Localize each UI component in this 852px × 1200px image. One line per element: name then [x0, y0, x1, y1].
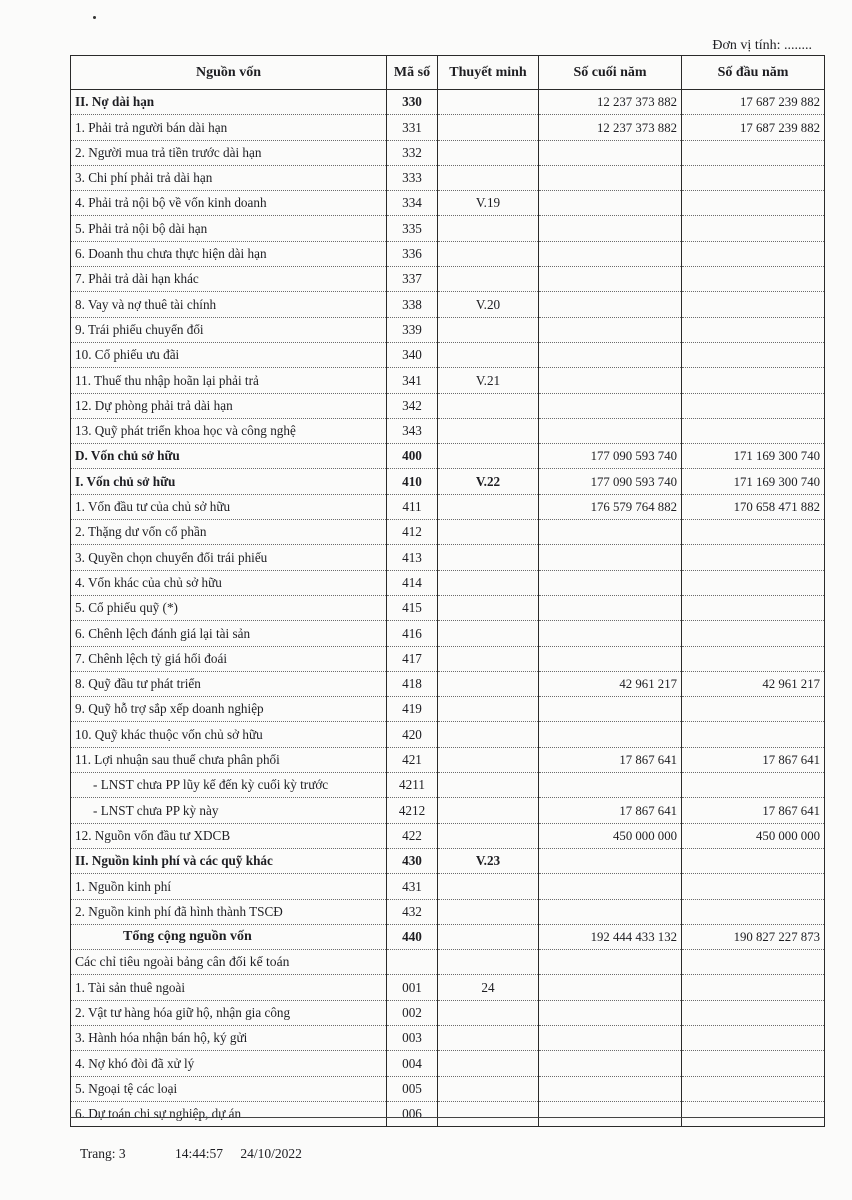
row-note	[438, 747, 539, 772]
row-label: 4. Vốn khác của chủ sở hữu	[71, 570, 387, 595]
row-start-year-value	[682, 520, 825, 545]
row-code: 005	[387, 1076, 438, 1101]
row-end-year-value	[539, 267, 682, 292]
row-end-year-value	[539, 317, 682, 342]
table-header-row	[71, 56, 825, 90]
row-code: 339	[387, 317, 438, 342]
row-code: 440	[387, 924, 438, 949]
row-end-year-value: 42 961 217	[539, 671, 682, 696]
row-end-year-value	[539, 950, 682, 975]
row-note	[438, 165, 539, 190]
table-row	[71, 545, 825, 570]
row-label: 10. Quỹ khác thuộc vốn chủ sở hữu	[71, 722, 387, 747]
row-label: Tổng cộng nguồn vốn	[71, 924, 387, 949]
row-end-year-value	[539, 975, 682, 1000]
row-note	[438, 393, 539, 418]
row-end-year-value: 192 444 433 132	[539, 924, 682, 949]
row-end-year-value	[539, 773, 682, 798]
row-start-year-value: 171 169 300 740	[682, 444, 825, 469]
row-end-year-value: 450 000 000	[539, 823, 682, 848]
row-label: 13. Quỹ phát triển khoa học và công nghệ	[71, 418, 387, 443]
row-label: 12. Nguồn vốn đầu tư XDCB	[71, 823, 387, 848]
row-code: 332	[387, 140, 438, 165]
header-source: Nguồn vốn	[71, 56, 387, 90]
row-start-year-value	[682, 140, 825, 165]
row-end-year-value	[539, 1076, 682, 1101]
row-note: V.23	[438, 848, 539, 873]
row-code: 412	[387, 520, 438, 545]
row-note	[438, 773, 539, 798]
row-code: 413	[387, 545, 438, 570]
row-start-year-value	[682, 216, 825, 241]
row-start-year-value	[682, 773, 825, 798]
row-note	[438, 317, 539, 342]
row-note	[438, 520, 539, 545]
row-start-year-value: 170 658 471 882	[682, 494, 825, 519]
row-end-year-value	[539, 342, 682, 367]
table-row	[71, 950, 825, 975]
row-start-year-value	[682, 292, 825, 317]
row-end-year-value	[539, 570, 682, 595]
row-start-year-value	[682, 722, 825, 747]
row-start-year-value: 17 687 239 882	[682, 115, 825, 140]
row-note	[438, 646, 539, 671]
row-start-year-value: 450 000 000	[682, 823, 825, 848]
table-row	[71, 621, 825, 646]
row-start-year-value	[682, 1076, 825, 1101]
row-code: 342	[387, 393, 438, 418]
table-row	[71, 924, 825, 949]
table-row	[71, 570, 825, 595]
row-end-year-value	[539, 1051, 682, 1076]
row-note	[438, 722, 539, 747]
row-label: 9. Quỹ hỗ trợ sắp xếp doanh nghiệp	[71, 697, 387, 722]
row-note	[438, 1000, 539, 1025]
row-code: 004	[387, 1051, 438, 1076]
row-label: 5. Cổ phiếu quỹ (*)	[71, 595, 387, 620]
row-start-year-value	[682, 1051, 825, 1076]
row-note	[438, 90, 539, 115]
row-code: 430	[387, 848, 438, 873]
row-code: 343	[387, 418, 438, 443]
row-code: 432	[387, 899, 438, 924]
row-end-year-value	[539, 418, 682, 443]
row-end-year-value: 17 867 641	[539, 747, 682, 772]
row-end-year-value	[539, 520, 682, 545]
row-end-year-value	[539, 595, 682, 620]
row-note	[438, 115, 539, 140]
row-label: 9. Trái phiếu chuyển đổi	[71, 317, 387, 342]
row-label: 3. Quyền chọn chuyển đổi trái phiếu	[71, 545, 387, 570]
row-code: 416	[387, 621, 438, 646]
row-label: 2. Người mua trả tiền trước dài hạn	[71, 140, 387, 165]
unit-label: Đơn vị tính: ........	[712, 38, 812, 53]
row-start-year-value: 171 169 300 740	[682, 469, 825, 494]
row-note	[438, 1025, 539, 1050]
row-code: 002	[387, 1000, 438, 1025]
row-start-year-value: 190 827 227 873	[682, 924, 825, 949]
row-start-year-value	[682, 368, 825, 393]
balance-sheet-table	[70, 55, 825, 1127]
row-start-year-value: 17 867 641	[682, 747, 825, 772]
row-label: 3. Chi phí phải trả dài hạn	[71, 165, 387, 190]
row-end-year-value	[539, 140, 682, 165]
row-note	[438, 140, 539, 165]
row-note	[438, 899, 539, 924]
row-code: 4211	[387, 773, 438, 798]
row-code: 338	[387, 292, 438, 317]
row-end-year-value	[539, 848, 682, 873]
row-label: Các chỉ tiêu ngoài bảng cân đối kế toán	[71, 950, 387, 975]
row-code: 4212	[387, 798, 438, 823]
row-start-year-value	[682, 1025, 825, 1050]
table-row	[71, 90, 825, 115]
print-date: 24/10/2022	[240, 1146, 302, 1161]
table-row	[71, 671, 825, 696]
row-label: 4. Phải trả nội bộ về vốn kinh doanh	[71, 191, 387, 216]
row-start-year-value	[682, 165, 825, 190]
row-label: 5. Phải trả nội bộ dài hạn	[71, 216, 387, 241]
row-label: 2. Thặng dư vốn cổ phần	[71, 520, 387, 545]
header-end-year: Số cuối năm	[539, 56, 682, 90]
table-row	[71, 140, 825, 165]
row-label: 8. Vay và nợ thuê tài chính	[71, 292, 387, 317]
row-label: 6. Doanh thu chưa thực hiện dài hạn	[71, 241, 387, 266]
row-start-year-value	[682, 545, 825, 570]
row-code: 006	[387, 1101, 438, 1126]
row-end-year-value	[539, 1025, 682, 1050]
row-code: 421	[387, 747, 438, 772]
row-end-year-value	[539, 697, 682, 722]
row-note	[438, 342, 539, 367]
row-code: 337	[387, 267, 438, 292]
row-end-year-value: 177 090 593 740	[539, 444, 682, 469]
print-time: 14:44:57	[175, 1146, 224, 1161]
row-end-year-value	[539, 216, 682, 241]
row-note	[438, 595, 539, 620]
row-note	[438, 697, 539, 722]
row-note	[438, 798, 539, 823]
row-end-year-value: 176 579 764 882	[539, 494, 682, 519]
row-end-year-value: 177 090 593 740	[539, 469, 682, 494]
row-start-year-value	[682, 393, 825, 418]
row-start-year-value	[682, 874, 825, 899]
row-end-year-value: 12 237 373 882	[539, 90, 682, 115]
row-note	[438, 418, 539, 443]
row-code: 414	[387, 570, 438, 595]
table-row	[71, 267, 825, 292]
header-note: Thuyết minh	[438, 56, 539, 90]
row-label: 11. Thuế thu nhập hoãn lại phải trả	[71, 368, 387, 393]
row-note	[438, 241, 539, 266]
table-row	[71, 292, 825, 317]
table-row	[71, 823, 825, 848]
row-code: 419	[387, 697, 438, 722]
table-row	[71, 1076, 825, 1101]
row-label: 1. Nguồn kinh phí	[71, 874, 387, 899]
row-label: 12. Dự phòng phải trả dài hạn	[71, 393, 387, 418]
row-start-year-value	[682, 595, 825, 620]
row-label: I. Vốn chủ sở hữu	[71, 469, 387, 494]
row-label: 10. Cổ phiếu ưu đãi	[71, 342, 387, 367]
row-code: 411	[387, 494, 438, 519]
table-row	[71, 444, 825, 469]
row-start-year-value	[682, 267, 825, 292]
row-label: II. Nguồn kinh phí và các quỹ khác	[71, 848, 387, 873]
row-code: 418	[387, 671, 438, 696]
row-code: 415	[387, 595, 438, 620]
row-end-year-value	[539, 621, 682, 646]
row-end-year-value	[539, 165, 682, 190]
row-code: 003	[387, 1025, 438, 1050]
row-label: 2. Vật tư hàng hóa giữ hộ, nhận gia công	[71, 1000, 387, 1025]
row-start-year-value	[682, 241, 825, 266]
row-label: 1. Vốn đầu tư của chủ sở hữu	[71, 494, 387, 519]
row-code: 330	[387, 90, 438, 115]
row-start-year-value	[682, 1000, 825, 1025]
row-label: II. Nợ dài hạn	[71, 90, 387, 115]
footer-divider	[70, 1117, 824, 1118]
row-note: 24	[438, 975, 539, 1000]
row-start-year-value	[682, 1101, 825, 1126]
row-start-year-value	[682, 342, 825, 367]
table-row	[71, 874, 825, 899]
row-start-year-value	[682, 697, 825, 722]
row-label: 6. Dự toán chi sự nghiệp, dự án	[71, 1101, 387, 1126]
table-row	[71, 899, 825, 924]
row-note	[438, 1051, 539, 1076]
row-note	[438, 570, 539, 595]
row-code: 410	[387, 469, 438, 494]
table-row	[71, 393, 825, 418]
row-note: V.19	[438, 191, 539, 216]
row-label: 3. Hành hóa nhận bán hộ, ký gửi	[71, 1025, 387, 1050]
row-end-year-value	[539, 241, 682, 266]
table-row	[71, 494, 825, 519]
row-code: 422	[387, 823, 438, 848]
row-note	[438, 621, 539, 646]
row-label: 4. Nợ khó đòi đã xử lý	[71, 1051, 387, 1076]
row-label: 7. Chênh lệch tỷ giá hối đoái	[71, 646, 387, 671]
row-end-year-value	[539, 368, 682, 393]
row-start-year-value: 17 687 239 882	[682, 90, 825, 115]
row-start-year-value	[682, 848, 825, 873]
table-row	[71, 216, 825, 241]
row-start-year-value: 42 961 217	[682, 671, 825, 696]
row-start-year-value	[682, 899, 825, 924]
table-row	[71, 1051, 825, 1076]
row-end-year-value	[539, 1101, 682, 1126]
row-label: 11. Lợi nhuận sau thuế chưa phân phối	[71, 747, 387, 772]
row-label: 6. Chênh lệch đánh giá lại tài sản	[71, 621, 387, 646]
table-row	[71, 342, 825, 367]
table-row	[71, 368, 825, 393]
table-row	[71, 520, 825, 545]
row-note	[438, 444, 539, 469]
header-start-year: Số đầu năm	[682, 56, 825, 90]
row-end-year-value	[539, 899, 682, 924]
row-end-year-value	[539, 1000, 682, 1025]
table-row	[71, 418, 825, 443]
row-note: V.21	[438, 368, 539, 393]
table-row	[71, 469, 825, 494]
row-code: 340	[387, 342, 438, 367]
row-note	[438, 823, 539, 848]
table-row	[71, 1000, 825, 1025]
row-note	[438, 494, 539, 519]
header-code: Mã số	[387, 56, 438, 90]
table-row	[71, 1025, 825, 1050]
table-row	[71, 722, 825, 747]
row-code: 335	[387, 216, 438, 241]
row-end-year-value: 12 237 373 882	[539, 115, 682, 140]
row-label: - LNST chưa PP lũy kế đến kỳ cuối kỳ trước	[71, 773, 387, 798]
row-start-year-value	[682, 646, 825, 671]
row-note: V.22	[438, 469, 539, 494]
row-code: 331	[387, 115, 438, 140]
table-row	[71, 115, 825, 140]
row-code: 400	[387, 444, 438, 469]
row-code: 336	[387, 241, 438, 266]
scan-speck	[93, 16, 96, 19]
row-code: 417	[387, 646, 438, 671]
row-end-year-value	[539, 722, 682, 747]
row-label: 7. Phải trả dài hạn khác	[71, 267, 387, 292]
table-row	[71, 165, 825, 190]
row-start-year-value	[682, 418, 825, 443]
row-label: 1. Tài sản thuê ngoài	[71, 975, 387, 1000]
row-note	[438, 216, 539, 241]
table-row	[71, 595, 825, 620]
page-footer	[80, 1146, 348, 1162]
table-row	[71, 975, 825, 1000]
row-label: D. Vốn chủ sở hữu	[71, 444, 387, 469]
row-code: 420	[387, 722, 438, 747]
table-row	[71, 191, 825, 216]
row-note	[438, 874, 539, 899]
table-row	[71, 747, 825, 772]
row-label: 5. Ngoại tệ các loại	[71, 1076, 387, 1101]
table-row	[71, 317, 825, 342]
table-row	[71, 697, 825, 722]
row-note	[438, 924, 539, 949]
row-start-year-value	[682, 191, 825, 216]
row-end-year-value: 17 867 641	[539, 798, 682, 823]
row-end-year-value	[539, 191, 682, 216]
table-row	[71, 646, 825, 671]
row-end-year-value	[539, 292, 682, 317]
row-code: 333	[387, 165, 438, 190]
row-code: 334	[387, 191, 438, 216]
row-note: V.20	[438, 292, 539, 317]
row-start-year-value	[682, 975, 825, 1000]
row-start-year-value	[682, 570, 825, 595]
row-start-year-value: 17 867 641	[682, 798, 825, 823]
row-start-year-value	[682, 621, 825, 646]
row-note	[438, 1101, 539, 1126]
row-code: 431	[387, 874, 438, 899]
row-code: 001	[387, 975, 438, 1000]
table-row	[71, 773, 825, 798]
row-start-year-value	[682, 317, 825, 342]
row-end-year-value	[539, 646, 682, 671]
row-code: 341	[387, 368, 438, 393]
row-note	[438, 267, 539, 292]
page-number: Trang: 3	[80, 1146, 126, 1161]
row-end-year-value	[539, 393, 682, 418]
row-code	[387, 950, 438, 975]
row-label: - LNST chưa PP kỳ này	[71, 798, 387, 823]
table-row	[71, 241, 825, 266]
row-note	[438, 1076, 539, 1101]
row-start-year-value	[682, 950, 825, 975]
table-row	[71, 1101, 825, 1126]
row-label: 8. Quỹ đầu tư phát triển	[71, 671, 387, 696]
row-note	[438, 950, 539, 975]
table-row	[71, 848, 825, 873]
row-note	[438, 545, 539, 570]
table-row	[71, 798, 825, 823]
row-label: 1. Phải trả người bán dài hạn	[71, 115, 387, 140]
row-end-year-value	[539, 874, 682, 899]
row-label: 2. Nguồn kinh phí đã hình thành TSCĐ	[71, 899, 387, 924]
row-end-year-value	[539, 545, 682, 570]
row-note	[438, 671, 539, 696]
